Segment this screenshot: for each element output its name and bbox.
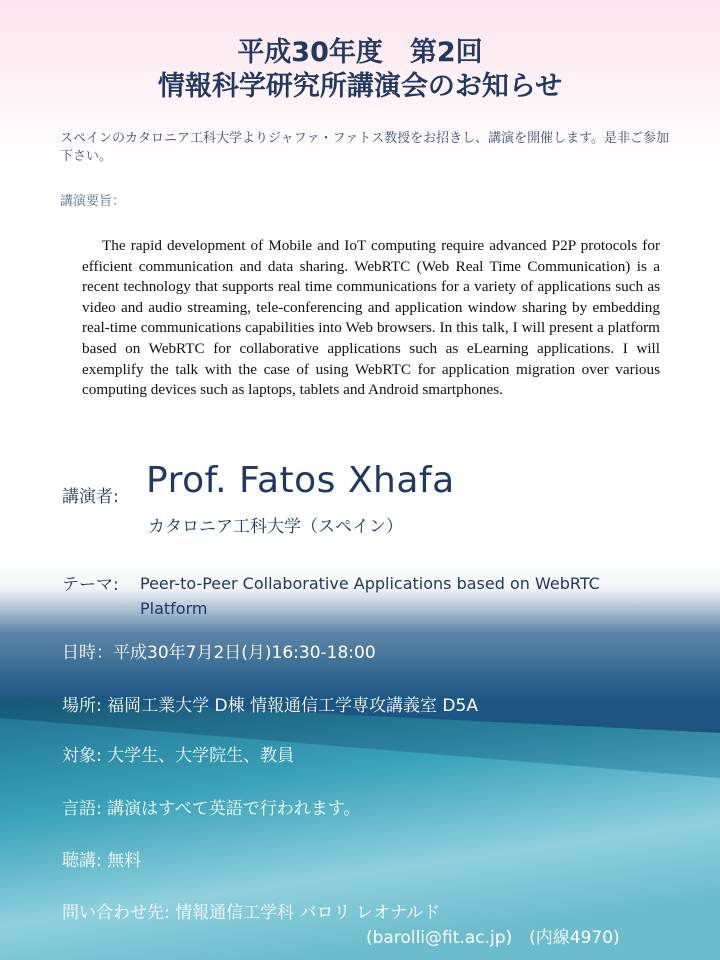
- theme-text: Peer-to-Peer Collaborative Applications based on WebRTC Platform: [140, 574, 600, 618]
- event-audience: 対象: 大学生、大学院生、教員: [62, 746, 295, 766]
- speaker-affiliation: カタロニア工科大学（スペイン）: [148, 517, 403, 537]
- event-fee: 聴講: 無料: [62, 851, 142, 871]
- title-line-1: 平成30年度 第2回: [237, 37, 483, 68]
- event-place: 場所: 福岡工業大学 D棟 情報通信工学専攻講義室 D5A: [62, 696, 478, 716]
- title-line-2: 情報科学研究所講演会のお知らせ: [157, 71, 563, 102]
- speaker-name: Prof. Fatos Xhafa: [146, 460, 455, 501]
- theme-label: テーマ:: [62, 575, 119, 595]
- event-contact: 問い合わせ先: 情報通信工学科 バロリ レオナルド: [62, 903, 441, 923]
- abstract-text: The rapid development of Mobile and IoT computing require advanced P2P protocols for efficient communication and data sharing. WebRTC (Web Real Time Communication) is a recent technology that supports real time communications for a variety of applications such as video and audio streaming, tele-conferencing and application window sharing by embedding real-time communications capabilities into Web browsers. In this talk, I will present a platform based on WebRTC for collaborative applications such as eLearning applications. I will exemplify the talk with the case of using WebRTC for application migration over various computing devices such as laptops, tablets and Android smartphones.: [82, 237, 660, 399]
- contact-email: (barolli@fit.ac.jp) (内線4970): [366, 928, 620, 948]
- speaker-label: 講演者:: [62, 487, 119, 507]
- event-date: 日時：平成30年7月2日(月)16:30-18:00: [62, 643, 376, 663]
- intro-text: スペインのカタロニア工科大学よりジャファ・ファトス教授をお招きし、講演を開催します。是非ご参加下さい。: [60, 131, 670, 164]
- event-language: 言語: 講演はすべて英語で行われます。: [62, 799, 361, 819]
- abstract-label: 講演要旨：: [60, 194, 126, 209]
